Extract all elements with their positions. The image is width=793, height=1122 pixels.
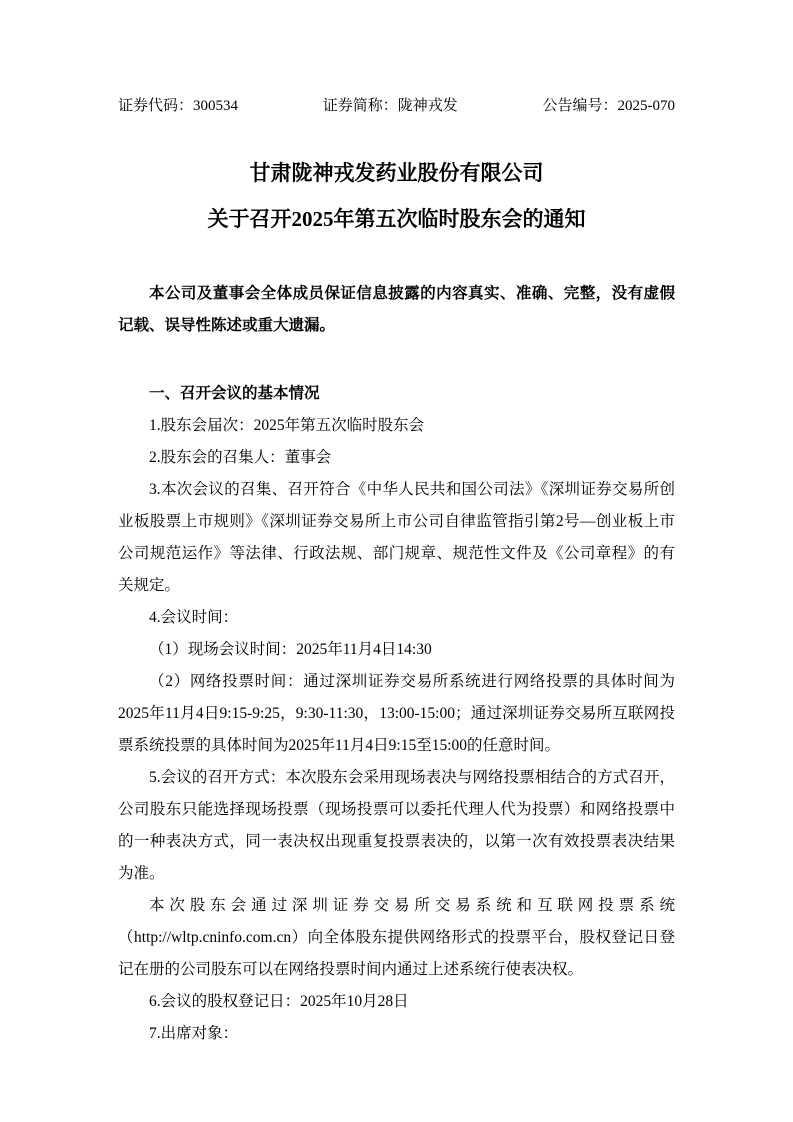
disclaimer-text: 本公司及董事会全体成员保证信息披露的内容真实、准确、完整，没有虚假记载、误导性陈述或重大遗漏。 bbox=[118, 285, 675, 334]
notice-title: 关于召开2025年第五次临时股东会的通知 bbox=[207, 207, 586, 231]
paragraph-online-voting-time: （2）网络投票时间：通过深圳证券交易所系统进行网络投票的具体时间为2025年11月4日9:15-9:25，9:30-11:30，13:00-15:00；通过深圳证券交易所互联网投票系统投票的具体时间为2025年11月4日9:15至15:00的任意时间。 bbox=[118, 673, 675, 754]
paragraph-convener: 2.股东会的召集人：董事会 bbox=[149, 449, 332, 466]
stock-code-text: 证券代码：300534 bbox=[118, 98, 239, 114]
paragraph-attendees: 7.出席对象： bbox=[149, 1025, 239, 1042]
document-header bbox=[118, 96, 675, 116]
stock-short-name-text: 证券简称：陇神戎发 bbox=[322, 98, 458, 114]
paragraph-voting-platform: 本次股东会通过深圳证券交易所交易系统和互联网投票系统（http://wltp.cninfo.com.cn）向全体股东提供网络形式的投票平台，股权登记日登记在册的公司股东可以在网络投票时间内通过上述系统行使表决权。 bbox=[118, 897, 675, 978]
paragraph-meeting-method: 5.会议的召开方式：本次股东会采用现场表决与网络投票相结合的方式召开，公司股东只能选择现场投票（现场投票可以委托代理人代为投票）和网络投票中的一种表决方式，同一表决权出现重复投票表决的，以第一次有效投票表决结果为准。 bbox=[118, 769, 675, 882]
announcement-number-text: 公告编号：2025-070 bbox=[542, 98, 675, 114]
company-name-title: 甘肃陇神戎发药业股份有限公司 bbox=[249, 161, 544, 185]
paragraph-onsite-meeting-time: （1）现场会议时间：2025年11月4日14:30 bbox=[149, 641, 432, 658]
paragraph-meeting-session: 1.股东会届次：2025年第五次临时股东会 bbox=[149, 417, 425, 434]
paragraph-record-date: 6.会议的股权登记日：2025年10月28日 bbox=[149, 993, 409, 1010]
paragraph-meeting-time: 4.会议时间： bbox=[149, 609, 239, 626]
section-1-heading: 一、召开会议的基本情况 bbox=[149, 385, 320, 402]
paragraph-legality: 3.本次会议的召集、召开符合《中华人民共和国公司法》《深圳证券交易所创业板股票上市规则》《深圳证券交易所上市公司自律监管指引第2号—创业板上市公司规范运作》等法律、行政法规、部门规章、规范性文件及《公司章程》的有关规定。 bbox=[118, 481, 675, 594]
